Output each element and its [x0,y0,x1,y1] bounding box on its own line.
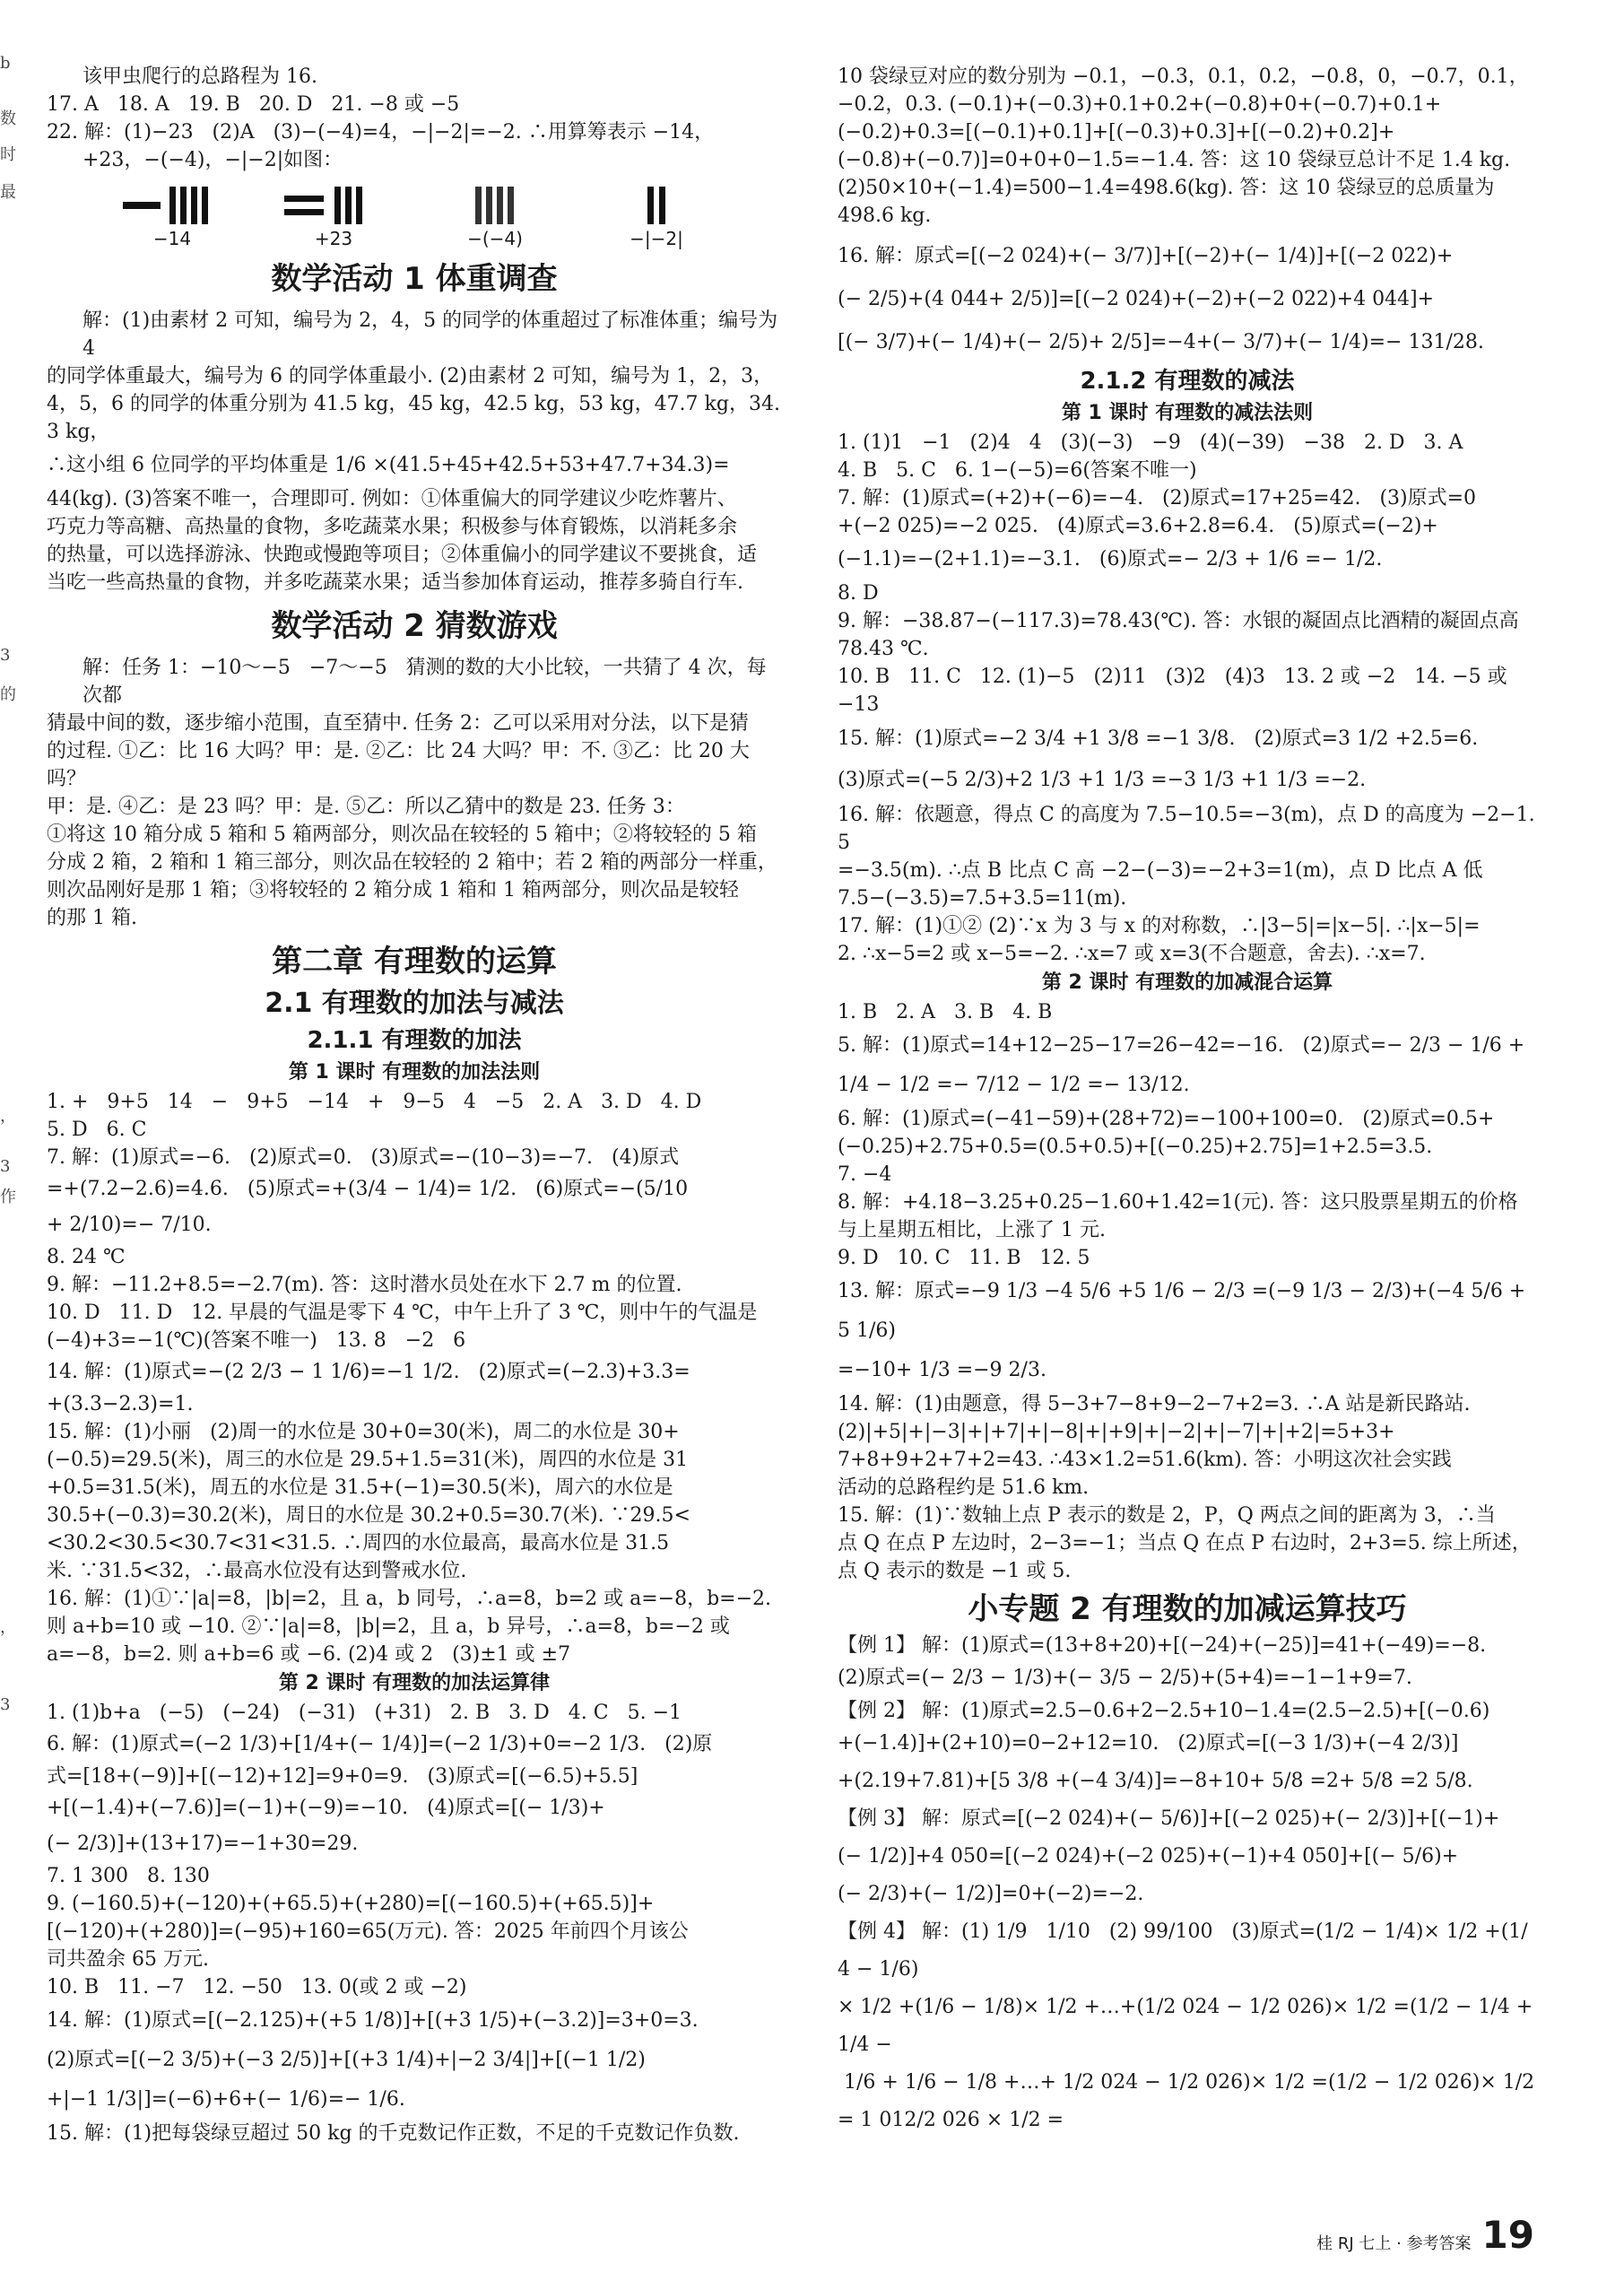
answer-line: 当吃一些高热量的食物，并多吃蔬菜水果；适当参加体育运动，推荐多骑自行车. [47,571,743,594]
answer-block [838,429,1537,968]
answer-line: 6. 解：(1)原式=(−41−59)+(28+72)=−100+100=0. (2)原式=0.5+ [838,1108,1495,1130]
counting-rods-figure [47,183,782,249]
answer-line: 14. 解：(1)原式=[(−2.125)+(+5 1/8)]+[(+3 1/5)+(−3.2)]=3+0=3. [47,2009,699,2032]
answer-line: (3)原式=(−5 2/3)+2 1/3 +1 1/3 =−3 1/3 +1 1/3 =−2. [838,769,1367,791]
answer-line: 【例 1】 解：(1)原式=(13+8+20)+[(−24)+(−25)]=41+(−49)=−8. [838,1634,1487,1657]
answer-block [838,63,1537,364]
answer-line: 9. (−160.5)+(−120)+(+65.5)+(+280)=[(−160.5)+(+65.5)]+ [47,1893,655,1915]
answer-line: 解：任务 1：−10～−5 −7～−5 猜测的数的大小比较，一共猜了 4 次，每次都 [83,657,767,707]
answer-line: 1. (1)b+a (−5) (−24) (−31) (+31) 2. B 3. D 4. C 5. −1 [47,1702,682,1724]
answer-line: 15. 解：(1)原式=−2 3/4 +1 3/8 =−1 3/8. (2)原式=3 1/2 +2.5=6. [838,727,1479,750]
answer-line: 8. 解：+4.18−3.25+0.25−1.60+1.42=1(元). 答：这只股票星期五的价格 [838,1191,1518,1214]
margin-char: 3 [0,646,11,665]
rod-plus23-icon [284,183,383,228]
answer-line: 式=[18+(−9)]+[(−12)+12]=9+0=9. (3)原式=[(−6.5)+5.5] [47,1765,638,1788]
answer-line: 10. B 11. C 12. (1)−5 (2)11 (3)2 (4)3 13. 2 或 −2 14. −5 或 −13 [838,666,1514,716]
answer-line: (2)50×10+(−1.4)=500−1.4=498.6(kg). 答：这 10 袋绿豆的总质量为 [838,177,1495,199]
answer-block [47,1699,782,2147]
answer-line: +(−1.4)]+(2+10)=0−2+12=10. (2)原式=[(−3 1/3)+(−4 2/3)] [838,1732,1459,1755]
subsection-title: 2.1.1 有理数的加法 [307,1027,522,1054]
answer-line: 15. 解：(1)把每袋绿豆超过 50 kg 的千克数记作正数，不足的千克数记作负数. [47,2122,740,2145]
page-number: 19 [1481,2213,1534,2257]
answer-line: 巧克力等高糖、高热量的食物，多吃蔬菜水果；积极参与体育锻炼，以消耗多余 [47,516,738,538]
answer-line: +(2.19+7.81)+[5 3/8 +(−4 3/4)]=−8+10+ 5/8 =2+ 5/8 =2 5/8. [838,1770,1473,1792]
answer-line: 10. B 11. −7 12. −50 13. 0(或 2 或 −2) [47,1976,467,1998]
rod-label: −|−2| [630,228,683,249]
lesson-title: 第 2 课时 有理数的加减混合运算 [1041,971,1333,994]
answer-line: [(− 3/7)+(− 1/4)+(− 2/5)+ 2/5]=−4+(− 3/7)+(− 1/4)=− 131/28. [838,331,1484,353]
answer-line: 16. 解：(1)①∵|a|=8，|b|=2，且 a，b 同号，∴a=8，b=2 或 a=−8，b=−2. [47,1588,772,1610]
answer-line: +[(−1.4)+(−7.6)]=(−1)+(−9)=−10. (4)原式=[(− 1/3)+ [47,1797,605,1819]
answer-line: 10. D 11. D 12. 早晨的气温是零下 4 ℃，中午上升了 3 ℃，则中午的气温是 [47,1302,758,1324]
answer-line: 的那 1 箱. [47,907,137,929]
answer-line: 16. 解：原式=[(−2 024)+(− 3/7)]+[(−2)+(− 1/4)]+[(−2 022)+ [838,245,1454,267]
rod-group [446,183,544,249]
answer-line: 9. 解：−38.87−(−117.3)=78.43(℃). 答：水银的凝固点比酒精的凝固点高 [838,610,1519,632]
answer-line: 44(kg). (3)答案不唯一，合理即可. 例如：①体重偏大的同学建议少吃炸薯片、 [47,488,737,510]
answer-line: 4，5，6 的同学的体重分别为 41.5 kg，45 kg，42.5 kg，53 kg，47.7 kg，34.3 kg， [47,393,780,443]
answer-line: (−0.5)=29.5(米)，周三的水位是 29.5+1.5=31(米)，周四的水位是 31 [47,1449,689,1471]
answer-line: (−1.1)=−(2+1.1)=−3.1. (6)原式=− 2/3 + 1/6 =− 1/2. [838,548,1383,570]
answer-line: 的热量，可以选择游泳、快跑或慢跑等项目；②体重偏小的同学建议不要挑食，适 [47,544,758,566]
rod-group [284,183,383,249]
answer-line: 1. (1)1 −1 (2)4 4 (3)(−3) −9 (4)(−39) −38 2. D 3. A [838,431,1463,454]
answer-line: 米. ∵31.5<32，∴最高水位没有达到警戒水位. [47,1560,467,1582]
answer-line: [(−120)+(+280)]=(−95)+160=65(万元). 答：2025 年前四个月该公 [47,1920,689,1943]
answer-line: 15. 解：(1)小丽 (2)周一的水位是 30+0=30(米)，周二的水位是 30+ [47,1421,680,1443]
answer-line: 5. D 6. C [47,1119,147,1141]
answer-line: 498.6 kg. [838,205,932,227]
answer-line: 17. 解：(1)①② (2)∵x 为 3 与 x 的对称数，∴|3−5|=|x−5|. ∴|x−5|= [838,915,1481,937]
answer-line: (−0.8)+(−0.7)]=0+0+0−1.5=−1.4. 答：这 10 袋绿豆总计不足 1.4 kg. [838,149,1511,171]
footer-label: 桂 RJ 七上 · 参考答案 [1316,2234,1472,2253]
margin-char: 最 [0,183,16,202]
answer-line: −0.2，0.3. (−0.1)+(−0.3)+0.1+0.2+(−0.8)+0+(−0.7)+0.1+ [838,93,1442,116]
answer-line: 16. 解：依题意，得点 C 的高度为 7.5−10.5=−3(m)，点 D 的高度为 −2−1.5 [838,804,1535,854]
answer-line: (− 2/5)+(4 044+ 2/5)]=[(−2 024)+(−2)+(−2 022)+4 044]+ [838,288,1435,310]
answer-line: + 2/10)=− 7/10. [47,1214,212,1236]
answer-line: (− 2/3)]+(13+17)=−1+30=29. [47,1833,359,1855]
margin-char: 时 [0,145,16,164]
rod-label: −14 [152,228,192,249]
answer-line: a=−8，b=2. 则 a+b=6 或 −6. (2)4 或 2 (3)±1 或 ±7 [47,1643,571,1666]
answer-line: 7. 解：(1)原式=−6. (2)原式=0. (3)原式=−(10−3)=−7. (4)原式 [47,1146,680,1169]
answer-line: 7. 1 300 8. 130 [47,1865,210,1887]
lesson-title: 第 1 课时 有理数的减法法则 [1061,402,1314,424]
answer-line: 10 袋绿豆对应的数分别为 −0.1，−0.3，0.1，0.2，−0.8，0，−0.7，0.1， [838,65,1529,88]
answer-line: (−0.25)+2.75+0.5=(0.5+0.5)+[(−0.25)+2.75]=1+2.5=3.5. [838,1136,1433,1158]
answer-line: 8. 24 ℃ [47,1246,126,1268]
answer-line: 解：(1)由素材 2 可知，编号为 2，4，5 的同学的体重超过了标准体重；编号为 4 [83,309,785,360]
answer-block [838,1632,1541,2139]
answer-line: 点 Q 表示的数是 −1 或 5. [838,1560,1072,1582]
margin-char: 3 [0,1157,11,1176]
answer-line: =−10+ 1/3 =−9 2/3. [838,1359,1046,1381]
subsection-title: 2.1.2 有理数的减法 [1080,368,1295,395]
answer-line: 6. 解：(1)原式=(−2 1/3)+[1/4+(− 1/4)]=(−2 1/3)+0=−2 1/3. (2)原 [47,1733,713,1755]
rod-plus4-icon [446,183,544,228]
answer-line: 与上星期五相比，上涨了 1 元. [838,1219,1106,1241]
answer-line: +23，−(−4)，−|−2|如图： [83,149,343,171]
lesson-title: 第 1 课时 有理数的加法法则 [288,1061,541,1084]
margin-char: 的 [0,685,16,704]
answer-line: (−4)+3=−1(℃)(答案不唯一) 13. 8 −2 6 [47,1329,466,1352]
margin-char: ， [0,1618,16,1637]
answer-line: 7+8+9+2+7+2=43. ∴43×1.2=51.6(km). 答：小明这次社会实践 [838,1449,1452,1471]
answer-line: +0.5=31.5(米)，周五的水位是 31.5+(−1)=30.5(米)，周六的水位是 [47,1476,673,1499]
margin-char: 数 [0,109,16,128]
right-column [838,63,1541,2139]
answer-line: (2)原式=(− 2/3 − 1/3)+(− 3/5 − 2/5)+(5+4)=−1−1+9=7. [838,1667,1412,1689]
margin-char: ， [0,1107,16,1126]
answer-line: (2)原式=[(−2 3/5)+(−3 2/5)]+[(+3 1/4)+|−2 3/4|]+[(−1 1/2) [47,2049,646,2071]
topic-title: 小专题 2 有理数的加减运算技巧 [968,1591,1407,1627]
answer-line: 14. 解：(1)原式=−(2 2/3 − 1 1/6)=−1 1/2. (2)原式=(−2.3)+3.3= [47,1361,690,1383]
answer-line: 8. D [838,582,879,605]
answer-line: 分成 2 箱，2 箱和 1 箱三部分，则次品在较轻的 2 箱中；若 2 箱的两部分一样重， [47,851,777,874]
answer-block [838,998,1537,1585]
answer-line: 该甲虫爬行的总路程为 16. [83,65,317,88]
answer-line: +(−2 025)=−2 025. (4)原式=3.6+2.8=6.4. (5)原式=(−2)+ [838,515,1438,537]
answer-line: 的过程. ①乙：比 16 大吗？甲：是. ②乙：比 24 大吗？甲：不. ③乙：比 20 大吗？ [47,740,750,790]
answer-line: =+(7.2−2.6)=4.6. (5)原式=+(3/4 − 1/4)= 1/2. (6)原式=−(5/10 [47,1178,689,1200]
section-title: 数学活动 1 体重调查 [271,261,558,297]
rod-label: −(−4) [467,228,523,249]
answer-line: 13. 解：原式=−9 1/3 −4 5/6 +5 1/6 − 2/3 =(−9 1/3 − 2/3)+(−4 5/6 +5 1/6) [838,1280,1526,1342]
answer-line: 78.43 ℃. [838,638,929,660]
answer-line: 4. B 5. C 6. 1−(−5)=6(答案不唯一) [838,459,1197,482]
answer-line: +|−1 1/3|]=(−6)+6+(− 1/6)=− 1/6. [47,2088,405,2111]
answer-block [47,1088,782,1668]
answer-line: 1/4 − 1/2 =− 7/12 − 1/2 =− 13/12. [838,1074,1190,1096]
answer-line: ①将这 10 箱分成 5 箱和 5 箱两部分，则次品在较轻的 5 箱中；②将较轻的 5 箱 [47,823,757,846]
answer-line: ∴这小组 6 位同学的平均体重是 1/6 ×(41.5+45+42.5+53+47.7+34.3)= [47,454,730,476]
answer-line: 9. D 10. C 11. B 12. 5 [838,1247,1090,1269]
answer-line: 【例 2】 解：(1)原式=2.5−0.6+2−2.5+10−1.4=(2.5−2.5)+[(−0.6) [838,1700,1490,1722]
rod-label: +23 [314,228,353,249]
answer-line: (2)|+5|+|−3|+|+7|+|−8|+|+9|+|−2|+|−7|+|+2|=5+3+ [838,1421,1395,1443]
answer-line: 2. ∴x−5=2 或 x−5=−2. ∴x=7 或 x=3(不合题意，舍去). ∴x=7. [838,943,1426,965]
answer-line: 1. + 9+5 14 − 9+5 −14 + 9−5 4 −5 2. A 3. D 4. D [47,1091,702,1113]
rod-group [607,183,706,249]
answer-line: 的同学体重最大，编号为 6 的同学体重最小. (2)由素材 2 可知，编号为 1，2，3， [47,365,774,387]
answer-block [47,654,782,932]
answer-line: 活动的总路程约是 51.6 km. [838,1476,1090,1499]
answer-line: × 1/2 +(1/6 − 1/8)× 1/2 +…+(1/2 024 − 1/2 026)× 1/2 =(1/2 − 1/4 + 1/4 − [838,1996,1540,2056]
section-title: 数学活动 2 猜数游戏 [271,608,558,644]
answer-line: (− 1/2)]+4 050=[(−2 024)+(−2 025)+(−1)+4 050]+[(− 5/6)+ [838,1845,1459,1868]
answer-line: 则次品刚好是那 1 箱；③将较轻的 2 箱分成 1 箱和 1 箱两部分，则次品是较轻 [47,879,739,901]
answer-line: 猜最中间的数，逐步缩小范围，直至猜中. 任务 2：乙可以采用对分法，以下是猜 [47,712,749,735]
margin-char: 作 [0,1188,16,1206]
answer-line: 【例 3】 解：原式=[(−2 024)+(− 5/6)]+[(−2 025)+(− 2/3)]+[(−1)+ [838,1807,1500,1830]
rod-group [123,183,221,249]
answer-line: 17. A 18. A 19. B 20. D 21. −8 或 −5 [47,93,460,116]
answer-line: 14. 解：(1)由题意，得 5−3+7−8+9−2−7+2=3. ∴A 站是新民路站. [838,1393,1471,1415]
answer-line: 司共盈余 65 万元. [47,1948,209,1971]
margin-char: b [0,54,11,73]
answer-line: 5. 解：(1)原式=14+12−25−17=26−42=−16. (2)原式=− 2/3 − 1/6 + [838,1034,1525,1057]
answer-line: 甲：是. ④乙：是 23 吗？甲：是. ⑤乙：所以乙猜中的数是 23. 任务 3： [47,796,685,818]
answer-line: 30.5+(−0.3)=30.2(米)，周日的水位是 30.2+0.5=30.7(米). ∵29.5< [47,1504,690,1527]
answer-line: 22. 解：(1)−23 (2)A (3)−(−4)=4，−|−2|=−2. ∴用算筹表示 −14， [47,121,715,144]
answer-line: <30.2<30.5<30.7<31<31.5. ∴周四的水位最高，最高水位是 31.5 [47,1532,670,1554]
page-footer [1316,2213,1534,2257]
answer-line: 则 a+b=10 或 −10. ②∵|a|=8，|b|=2，且 a，b 异号，∴a=8，b=−2 或 [47,1615,730,1638]
answer-line: =−3.5(m). ∴点 B 比点 C 高 −2−(−3)=−2+3=1(m)，点 D 比点 A 低 [838,859,1483,882]
answer-line: 7. 解：(1)原式=(+2)+(−6)=−4. (2)原式=17+25=42. (3)原式=0 [838,487,1477,509]
left-column [47,63,785,2147]
answer-line: 15. 解：(1)∵数轴上点 P 表示的数是 2，P，Q 两点之间的距离为 3，∴当 [838,1504,1496,1527]
chapter-title: 第二章 有理数的运算 [272,944,557,980]
answer-block [47,307,785,596]
answer-line: 9. 解：−11.2+8.5=−2.7(m). 答：这时潜水员处在水下 2.7 m 的位置. [47,1274,682,1296]
answer-line: 1. B 2. A 3. B 4. B [838,1001,1053,1023]
answer-line: (− 2/3)+(− 1/2)]=0+(−2)=−2. [838,1883,1144,1905]
margin-char: 3 [0,1695,11,1714]
answer-line: +(3.3−2.3)=1. [47,1393,194,1415]
rod-minus14-icon [123,183,221,228]
answer-line: 7.5−(−3.5)=7.5+3.5=11(m). [838,887,1127,910]
lesson-title: 第 2 课时 有理数的加法运算律 [278,1672,551,1694]
answer-line: 7. −4 [838,1163,892,1186]
answer-line: (−0.2)+0.3=[(−0.1)+0.1]+[(−0.3)+0.3]+[(−0.2)+0.2]+ [838,121,1395,144]
answer-line: 点 Q 在点 P 左边时，2−3=−1；当点 Q 在点 P 右边时，2+3=5. 综上所述， [838,1532,1532,1554]
answer-line: 1/6 + 1/6 − 1/8 +…+ 1/2 024 − 1/2 026)× 1/2 =(1/2 − 1/2 026)× 1/2 = 1 012/2 026 × 1/2 = [838,2071,1541,2131]
answer-line: 【例 4】 解：(1) 1/9 1/10 (2) 99/100 (3)原式=(1/2 − 1/4)× 1/2 +(1/4 − 1/6) [838,1920,1528,1981]
rod-minus2-icon [607,183,706,228]
section-title: 2.1 有理数的加法与减法 [265,988,564,1019]
